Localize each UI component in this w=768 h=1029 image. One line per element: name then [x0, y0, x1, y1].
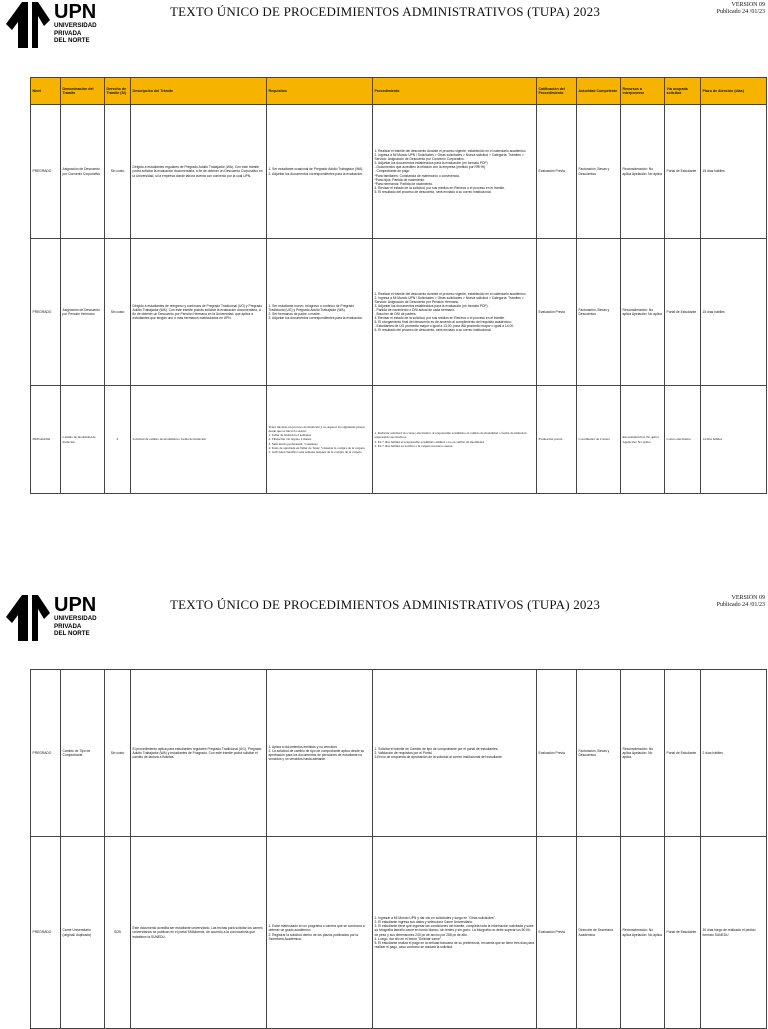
procedimiento-line: 4. Revisar el estado de la solicitud, por sus medios en Reniecs o el proceso en el trámite.	[374, 185, 505, 190]
cell-via: Portal de Estudiante	[665, 239, 701, 386]
version-label: VERSION 09	[731, 595, 765, 601]
requisito-line: 5. Actividad científica: una semana después de la compra de la carpeta	[268, 449, 362, 454]
cell-recursos: Reconsideración: No aplica Apelación: No aplica	[621, 386, 665, 494]
cell-descripcion: El procedimiento aplica para estudiantes regulares Pregrado Tradicional (UG), Pregrado Adulto Trabajador (WA) y estudiantes de Posgrado. Con este trámite podrá solicitar el cambio de factura a Boletas.	[131, 670, 267, 837]
tupa-table-page-2	[30, 669, 767, 1029]
cell-requisitos	[267, 837, 373, 1029]
cell-calificacion: Evaluación Previa	[537, 105, 577, 239]
cell-via: Portal de Estudiante	[665, 837, 701, 1029]
col-nivel: Nivel	[31, 78, 61, 105]
procedimiento-line: 6. El resultado del proceso de descuento, será enviado a su correo institucional.	[374, 328, 492, 333]
col-requisitos: Requisitos	[267, 78, 373, 105]
col-via: Vía ocupada solicitud	[665, 78, 701, 105]
upn-logo	[4, 593, 104, 645]
cell-denominacion: Cambio de modalidad de titulación	[61, 386, 105, 494]
version-info	[695, 595, 765, 609]
cell-plazo: 2 días hábiles	[701, 670, 767, 837]
cell-derecho: Sin costo	[105, 670, 131, 837]
cell-descripcion: Este documento acredita ser estudiante universitario. Las fechas para solicitar los carnés universitarios se publican en el portal SMAlumnis, de acuerdo a la convocatoria que establece la SUNEDU.	[131, 837, 267, 1029]
cell-requisitos	[267, 386, 373, 494]
table-row	[31, 837, 767, 1029]
cell-calificacion: Evaluación Previa	[537, 670, 577, 837]
procedimiento-line: - Boucher de DNI de padres.	[374, 312, 417, 316]
table-row	[31, 239, 767, 386]
logo-subtitle-3: DEL NORTE	[54, 630, 90, 638]
cell-via: Portal de Estudiante	[665, 670, 701, 837]
logo-subtitle-1: UNIVERSIDAD	[54, 22, 97, 29]
col-descripcion: Descripción del Trámite	[131, 78, 267, 105]
cell-procedimiento	[373, 239, 537, 386]
requisito-line: 3. Suficiencia profesional: 3 semanas	[268, 441, 318, 446]
procedimiento-line: 2. El estudiante ingresa sus datos y selecciona Carné Universitario.	[374, 920, 474, 925]
published-date: Publicado 24 /01/23	[716, 602, 765, 608]
col-autoridad: Autoridad Competente	[577, 78, 621, 105]
requisito-line: 3. Adjuntar los documentos correspondientes para la evaluación.	[268, 316, 364, 321]
cell-requisitos	[267, 239, 373, 386]
cell-requisitos	[267, 105, 373, 239]
requisito-line: 2. Adjuntar los documentos correspondientes para la evaluación.	[268, 171, 364, 176]
logo-subtitle-2: PRIVADA	[54, 622, 82, 630]
cell-derecho: Sin costo	[105, 105, 131, 239]
cell-descripcion: Solicitud de cambio de modalidad o forma de titulación	[131, 386, 267, 494]
cell-plazo: 30 días luego de realizado el pedido formato SUNEDU	[701, 837, 767, 1029]
procedimiento-line: - Estudiantes de UG promedio mayor o igual a 13.00, para WA promedio mayor o igual a 14.00.	[374, 324, 515, 329]
procedimiento-line: 1. Realizar el trámite del descuento durante el proceso vigente, establecido en el calendario académico.	[374, 148, 527, 153]
cell-calificacion: Evaluación previa	[537, 386, 577, 494]
cell-nivel: PREGRADO	[31, 239, 61, 386]
procedimiento-line: *Para hijos: Partida de nacimiento.	[374, 177, 426, 182]
version-info	[695, 2, 765, 16]
col-plazo: Plazo de Atención (días)	[701, 78, 767, 105]
cell-via: Portal de Estudiante	[665, 105, 701, 239]
procedimiento-line: - Documentos que acrediten la relación con la empresa (emitido por RRHH)	[374, 165, 486, 170]
col-recursos: Recursos a interponerse	[621, 78, 665, 105]
procedimiento-line: *Para familiares: Constancia de matrimonio o convivencia.	[374, 173, 460, 178]
cell-calificacion: Evaluación Previa	[537, 837, 577, 1029]
cell-via: Correo electrónico	[665, 386, 701, 494]
document-title: TEXTO ÚNICO DE PROCEDIMIENTOS ADMINISTRATIVOS (TUPA) 2023	[169, 597, 601, 612]
col-calificacion: Calificación del Procedimiento	[537, 78, 577, 105]
procedimiento-line: 5. El resultado del proceso de descuento, será enviado a su correo institucional.	[374, 189, 492, 194]
cell-autoridad: Facturación, Becas y Descuentos	[577, 239, 621, 386]
cell-denominacion: Asignación de Descuento por Pensión Hermano	[61, 239, 105, 386]
cell-nivel: PREGRADO	[31, 386, 61, 494]
procedimiento-line: 1. Redáctar solicitud vía correo electrónico al responsable académico el cambio de modalidad o forma de titulación expresando sus motivos.	[374, 431, 527, 440]
procedimiento-line: 1. Solicitar el trámite de Cambio de tipo de comprobante por el portal de estudiantes.	[374, 746, 499, 751]
cell-nivel: PREGRADO	[31, 837, 61, 1029]
procedimiento-line: 1. Ingresar a Mi Mundo UPN y dar clic en solicitudes y luego en "Otras solicitudes".	[374, 916, 496, 921]
col-derecho: Derecho de Trámite (S/)	[105, 78, 131, 105]
table-row	[31, 386, 767, 494]
page-header-2	[0, 593, 768, 645]
cell-recursos: Reconsideración: No aplica Apelación: No aplica.	[621, 670, 665, 837]
procedimiento-line: 2. Validación de requisitos por el Portal.	[374, 750, 433, 755]
procedimiento-line: *Para hermanos: Partida de nacimiento.	[374, 181, 433, 186]
procedimiento-line: 2. Ingresa a Mi Mundo UPN / Solicitudes > Otras solicitudes > Nueva solicitud > Categoría: Trámites > Servicio: Asignación de Descuento por Convenio Corporativo.	[374, 153, 524, 162]
cell-procedimiento	[373, 105, 537, 239]
cell-derecho: S/25	[105, 837, 131, 1029]
requisito-line: 2. Ser hermanos de padre o madre.	[268, 312, 321, 316]
published-date: Publicado 24 /01/23	[716, 9, 765, 15]
procedimiento-line: 2. Ingresa a Mi Mundo UPN / Solicitudes > Otras solicitudes > Nueva solicitud > Categoría: Trámites > Servicio: Asignación de Descuento por Pensión Hermano.	[374, 295, 524, 304]
cell-autoridad: Facturación, Becas y Descuentos	[577, 670, 621, 837]
cell-plazo: 15 días hábiles	[701, 239, 767, 386]
version-label: VERSION 09	[731, 2, 765, 8]
cell-nivel: PREGRADO	[31, 105, 61, 239]
cell-nivel: PREGRADO	[31, 670, 61, 837]
cell-denominacion: Cambio de Tipo de Comprobante	[61, 670, 105, 837]
requisito-line: Tener iniciado un proceso de titulación y no superar los siguientes plazos desde que se inició la sesión:	[268, 425, 365, 434]
cell-requisitos	[267, 670, 373, 837]
cell-recursos: Reconsideración: No aplica Apelación: No aplica	[621, 105, 665, 239]
procedimiento-line: - Comprobante de pago	[374, 169, 410, 174]
upn-emblem-icon	[4, 0, 52, 48]
procedimiento-line: 4. Revisar el estado de la solicitud, por sus medios en Reniecs o el proceso en el trámite.	[374, 316, 505, 321]
page-header-1	[0, 0, 768, 52]
cell-recursos: Reconsideración: No aplica Apelación: No aplica	[621, 239, 665, 386]
procedimiento-line: 5. El otorgamiento final del descuento es de acuerdo al cumplimiento del requisito académico:	[374, 320, 512, 325]
cell-plazo: 14 días hábiles	[701, 386, 767, 494]
upn-logo	[4, 0, 104, 52]
cell-descripcion: Dirigido a estudiantes de reingreso y continuos de Pregrado Tradicional (UG) y Pregrado Adulto Trabajador (WA). Con este trámite podrás solicitar la evaluación documentaria, a fin de obtener un Descuento por Pensión Hermano en la Universidad, que aplica a estudiantes que tengan uno o más hermanos matriculados en UPN.	[131, 239, 267, 386]
requisito-line: 1. Ser estudiante nuevo, reingreso o continuo de Pregrado Tradicional (UG) y Pregrado Adulto Trabajador (WA).	[268, 303, 355, 312]
procedimiento-line: 3. En 7 días hábiles se notifica a la carpeta un nuevo asesor.	[374, 443, 454, 448]
cell-plazo: 15 días hábiles	[701, 105, 767, 239]
cell-procedimiento	[373, 386, 537, 494]
cell-recursos: Reconsideración: No aplica Apelación: No aplica	[621, 837, 665, 1029]
requisito-line: 1. Ser estudiante ocasional de Pregrado Adulto Trabajador (WA)	[268, 167, 363, 172]
procedimiento-line: 4. Luego, dar clic en el botón "Solicitar carné".	[374, 936, 442, 941]
cell-autoridad: Dirección de Secretaría Académica	[577, 837, 621, 1029]
cell-denominacion: Carné Universitario (original/ duplicado)	[61, 837, 105, 1029]
logo-subtitle-2: PRIVADA	[54, 29, 82, 37]
requisito-line: 2. Registrar la solicitud dentro de los plazos publicados por la Secretaría Académica.	[268, 932, 359, 941]
procedimiento-line: 5. El estudiante realiza el pago en la entidad bancaria de su preferencia, recuerda que se tiene tres días para realizar el pago, caso contrario se anulará la solicitud.	[374, 940, 535, 949]
logo-wordmark: UPN	[54, 1, 97, 23]
procedimiento-line: 3. Adjuntar los documentos establecidos para la evaluación (en formato PDF).	[374, 303, 489, 308]
header-row	[31, 78, 767, 105]
logo-wordmark: UPN	[54, 594, 97, 616]
col-denominacion: Denominación del Trámite	[61, 78, 105, 105]
procedimiento-line: - Partida de nacimiento o DNI actual de cada hermano.	[374, 307, 455, 312]
procedimiento-line: 2. En 7 días hábiles el responsable académico emitirá o no el cambio de modalidad.	[374, 439, 485, 444]
document-title: TEXTO ÚNICO DE PROCEDIMIENTOS ADMINISTRATIVOS (TUPA) 2023	[169, 4, 601, 19]
logo-subtitle-1: UNIVERSIDAD	[54, 615, 97, 622]
requisito-line: 2. Titulación vía órgano 2 meses	[268, 437, 312, 442]
requisito-line: 1. Aplica a documentos emitidos y no vencidos.	[268, 744, 338, 749]
requisito-line: 4. Tesis de aprobada en Taller de Tesis: 3 durante la compra de la carpeta	[268, 445, 365, 450]
cell-calificacion: Evaluación Previa	[537, 239, 577, 386]
cell-procedimiento	[373, 670, 537, 837]
requisito-line: 1. Taller de titulación 2 semanas	[268, 433, 312, 438]
requisito-line: 1. Estar matriculado en un programa o carrera que se conduzca a obtener un grado académico.	[268, 924, 365, 933]
procedimiento-line: 1. Realizar el trámite del descuento durante el proceso vigente, establecido en el calendario académico.	[374, 291, 527, 296]
table-row	[31, 105, 767, 239]
cell-denominacion: Asignación de Descuento por Convenio Corporativo	[61, 105, 105, 239]
table-row	[31, 670, 767, 837]
procedimiento-line: 3.Envío de respuesta de aprobación de la solicitud al correo institucional del estudiante.	[374, 755, 503, 760]
cell-procedimiento	[373, 837, 537, 1029]
tupa-table-page-1	[30, 77, 767, 494]
cell-autoridad: Facturación, Becas y Descuentos	[577, 105, 621, 239]
procedimiento-line: 3. El estudiante tiene que ingresar las condiciones del trámite, completa toda la información solicitada y sube su fotografía tamaño carné en fondo blanco, sin lentes y sin gorro. La fotografía no debe superar los 50 Kb de peso y sus dimensiones 240 px de ancho por 288 px de alto.	[374, 924, 534, 937]
requisito-line: 2. La solicitud de cambio de tipo de comprobante aplica desde su aprobación para los documentos de pensiones de estudiante no vencidos y no vencidos hasta adelante.	[268, 748, 365, 762]
logo-subtitle-3: DEL NORTE	[54, 37, 90, 45]
cell-autoridad: Coordinador de Carrera	[577, 386, 621, 494]
cell-derecho: Sin costo	[105, 239, 131, 386]
col-procedimiento: Procedimiento	[373, 78, 537, 105]
upn-emblem-icon	[4, 593, 52, 641]
cell-derecho: 0	[105, 386, 131, 494]
cell-descripcion: Dirigido a estudiantes regulares de Pregrado Adulto Trabajador (WA). Con este trámite podrá solicitar la evaluación documentaria, a fin de obtener un Descuento Corporativo en la Universidad, si la empresa donde labora cuenta con convenio por la cual UPN.	[131, 105, 267, 239]
procedimiento-line: 3. Adjuntar los documentos establecidos para la evaluación (en formato PDF)	[374, 161, 488, 166]
